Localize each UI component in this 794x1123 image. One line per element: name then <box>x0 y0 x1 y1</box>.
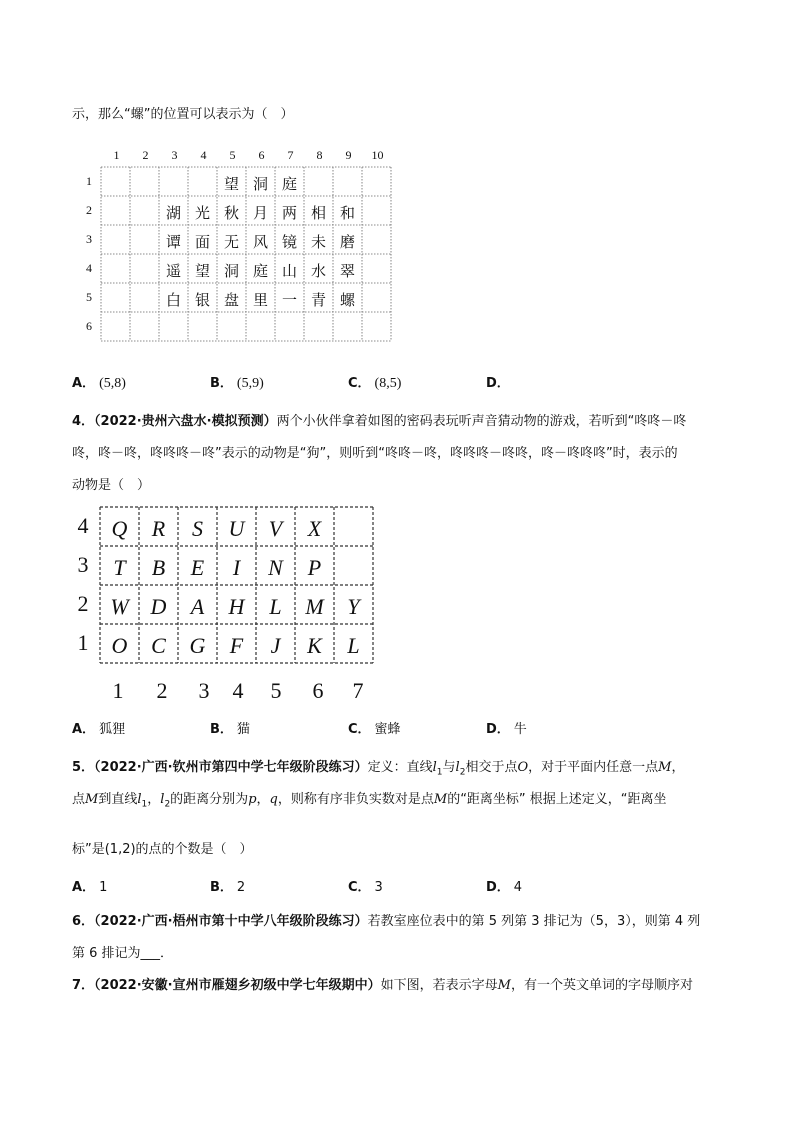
grid-col-label: 4 <box>232 678 244 703</box>
option-value: 3 <box>374 880 383 895</box>
option-label: B． <box>210 722 233 737</box>
q5-line-3: 标”是(1,2)的点的个数是（ ） <box>72 842 253 857</box>
math-sub: 2 <box>459 767 466 778</box>
q5-option-a[interactable] <box>72 876 107 895</box>
question-number: 5． <box>72 760 95 775</box>
grid-letter: P <box>307 555 322 580</box>
q6-line-2: 第 6 排记为___． <box>72 946 174 961</box>
math-p: p <box>248 792 257 807</box>
grid-character: 螺 <box>339 291 355 309</box>
grid-character: 青 <box>310 291 326 309</box>
grid-character: 白 <box>165 291 181 309</box>
text: ，对于平面内任意一点 <box>528 760 659 775</box>
grid-character: 秋 <box>223 204 239 222</box>
question-source: （2022·安徽·宣州市雁翅乡初级中学七年级期中） <box>94 978 381 993</box>
grid-col-label: 3 <box>171 148 178 162</box>
q4-option-b[interactable] <box>210 718 250 737</box>
grid-letter: X <box>307 516 322 541</box>
grid-col-label: 2 <box>142 148 149 162</box>
grid-row-label: 1 <box>86 174 92 188</box>
q4-option-c[interactable] <box>348 718 401 737</box>
grid-col-label: 4 <box>200 148 207 162</box>
grid-row-label: 2 <box>86 203 92 217</box>
math-l: l <box>432 760 437 775</box>
grid-letter: W <box>110 594 129 619</box>
option-label: B． <box>210 880 233 895</box>
math-sub: 2 <box>164 799 171 810</box>
math-l: l <box>137 792 142 807</box>
option-value: 猫 <box>236 722 250 737</box>
q5-line-2 <box>72 788 667 810</box>
question-text: 两个小伙伴拿着如图的密码表玩听声音猜动物的游戏，若听到“咚咚－咚 <box>276 414 687 429</box>
option-value: (5,8) <box>99 376 126 391</box>
q6-line-1 <box>72 910 700 929</box>
grid-character: 一 <box>281 291 297 309</box>
grid-letter: I <box>232 555 241 580</box>
grid-character: 里 <box>252 291 268 309</box>
grid-character: 光 <box>194 204 210 222</box>
grid-col-label: 1 <box>112 678 124 703</box>
grid-letter: T <box>113 555 126 580</box>
grid-letter: K <box>307 633 322 658</box>
grid-character: 银 <box>194 291 210 309</box>
grid-letter: D <box>150 594 167 619</box>
grid-letter: V <box>268 516 283 541</box>
q4-option-d[interactable] <box>486 718 527 737</box>
grid-character: 庭 <box>252 262 268 280</box>
grid-col-label: 5 <box>229 148 236 162</box>
grid-letter: L <box>347 633 360 658</box>
grid-letter: C <box>151 633 166 658</box>
text: 点 <box>72 792 86 807</box>
option-value: 1 <box>99 880 108 895</box>
grid-row-label: 1 <box>77 630 89 655</box>
grid-character: 月 <box>252 204 268 222</box>
grid-row-label: 3 <box>86 232 92 246</box>
grid-letter: R <box>151 516 166 541</box>
text: ， <box>147 792 161 807</box>
grid-character: 庭 <box>281 175 297 193</box>
grid-letter: A <box>190 594 205 619</box>
option-value: 狐狸 <box>99 722 126 737</box>
grid-col-label: 10 <box>371 148 384 162</box>
option-value: 2 <box>236 880 246 895</box>
text: 与 <box>442 760 456 775</box>
q7-line-1 <box>72 974 693 993</box>
grid-character: 洞 <box>223 262 239 280</box>
text: 相交于点 <box>465 760 518 775</box>
math-o: O <box>517 760 529 775</box>
grid-col-label: 2 <box>156 678 168 703</box>
grid-character: 两 <box>281 204 297 222</box>
question-number: 7． <box>72 978 95 993</box>
q4-option-a[interactable] <box>72 718 125 737</box>
grid-row-label: 5 <box>86 290 92 304</box>
grid-letter: N <box>268 555 283 580</box>
grid-letter: E <box>190 555 205 580</box>
math-m: M <box>497 978 511 993</box>
grid-letter: L <box>269 594 282 619</box>
grid-row-label: 6 <box>86 319 92 333</box>
text: ，则称有序非负实数对是点 <box>277 792 434 807</box>
text: 的“距离坐标” 根据上述定义，“距离坐 <box>447 792 667 807</box>
option-label: C． <box>348 722 371 737</box>
text: 定义：直线 <box>367 760 433 775</box>
grid-row-label: 4 <box>77 513 89 538</box>
grid-letter: Q <box>111 516 128 541</box>
grid-character: 镜 <box>281 233 297 251</box>
option-value: (8,5) <box>374 376 402 391</box>
grid-character: 湖 <box>165 204 181 222</box>
grid-character: 水 <box>310 262 326 280</box>
question-number: 4． <box>72 414 95 429</box>
grid-character: 无 <box>223 233 239 251</box>
grid-col-label: 7 <box>352 678 364 703</box>
grid-row-label: 4 <box>86 261 92 275</box>
q4-line-3: 动物是（ ） <box>72 478 151 493</box>
grid-character: 望 <box>194 262 210 280</box>
grid-character: 面 <box>194 233 210 251</box>
grid-character: 和 <box>339 204 355 222</box>
math-m: M <box>433 792 448 807</box>
q5-line-1 <box>72 756 684 778</box>
option-value: 蜜蜂 <box>374 722 401 737</box>
grid-character: 洞 <box>252 175 268 193</box>
grid-letter: B <box>151 555 166 580</box>
question-source: （2022·广西·梧州市第十中学八年级阶段练习） <box>94 914 368 929</box>
question-text: 如下图，若表示字母 <box>380 978 498 993</box>
question-source: （2022·贵州六盘水·模拟预测） <box>94 414 277 429</box>
grid-letter: Y <box>347 594 360 619</box>
math-sub: 1 <box>141 799 148 810</box>
math-l: l <box>160 792 165 807</box>
grid-col-label: 8 <box>316 148 323 162</box>
option-label: A． <box>72 722 96 737</box>
grid-letter: O <box>111 633 128 658</box>
grid-character: 山 <box>281 262 297 280</box>
grid-col-label: 7 <box>287 148 294 162</box>
question-number: 6． <box>72 914 95 929</box>
math-sub: 1 <box>436 767 443 778</box>
q5-option-b[interactable] <box>210 876 245 895</box>
text: 的距离分别为 <box>170 792 249 807</box>
text: ， <box>671 760 685 775</box>
option-value: 4 <box>513 880 523 895</box>
grid-letter: M <box>305 594 324 619</box>
grid-letter: J <box>270 633 281 658</box>
grid-row-label: 2 <box>77 591 89 616</box>
grid-col-label: 3 <box>198 678 210 703</box>
grid-character: 翠 <box>339 262 355 280</box>
math-m: M <box>85 792 99 807</box>
grid-character: 风 <box>252 233 268 251</box>
option-label: C． <box>348 376 371 391</box>
grid-col-label: 6 <box>258 148 265 162</box>
grid-character: 相 <box>310 204 326 222</box>
option-label: D． <box>486 880 510 895</box>
option-label: D． <box>486 376 510 391</box>
option-label: A． <box>72 376 96 391</box>
question-source: （2022·广西·钦州市第四中学七年级阶段练习） <box>94 760 368 775</box>
grid-character: 遥 <box>165 262 181 280</box>
grid-character: 望 <box>223 175 239 193</box>
grid-col-label: 1 <box>113 148 120 162</box>
grid-letter: G <box>189 633 206 658</box>
option-label: D． <box>486 722 510 737</box>
text: 到直线 <box>98 792 138 807</box>
grid-character: 未 <box>310 233 326 251</box>
option-label: C． <box>348 880 371 895</box>
grid-character: 磨 <box>339 233 355 251</box>
option-value: 牛 <box>513 722 527 737</box>
grid-row-label: 3 <box>77 552 89 577</box>
question-text: ，有一个英文单词的字母顺序对 <box>510 978 693 993</box>
math-m: M <box>658 760 672 775</box>
grid-letter: H <box>228 594 245 619</box>
q3-text: 示，那么“螺”的位置可以表示为（ ） <box>72 107 294 122</box>
math-q: q <box>269 792 278 807</box>
grid-letter: U <box>228 516 245 541</box>
q5-option-d[interactable] <box>486 876 522 895</box>
option-value: (5,9) <box>236 376 264 391</box>
question-text: 若教室座位表中的第 5 列第 3 排记为（5，3），则第 4 列 <box>367 914 701 929</box>
text: ， <box>256 792 270 807</box>
grid-letter: F <box>229 633 244 658</box>
grid-character: 盘 <box>223 291 239 309</box>
grid-character: 谭 <box>165 233 181 251</box>
grid-letter: S <box>192 516 203 541</box>
math-l: l <box>455 760 460 775</box>
grid-col-label: 9 <box>345 148 352 162</box>
option-label: B． <box>210 376 233 391</box>
q4-line-2: 咚，咚－咚，咚咚咚－咚”表示的动物是“狗”，则听到“咚咚－咚，咚咚咚－咚咚，咚－咚咚咚”时，表示的 <box>72 446 678 461</box>
q5-option-c[interactable] <box>348 876 383 895</box>
grid-col-label: 6 <box>312 678 324 703</box>
grid-col-label: 5 <box>270 678 282 703</box>
option-label: A． <box>72 880 96 895</box>
